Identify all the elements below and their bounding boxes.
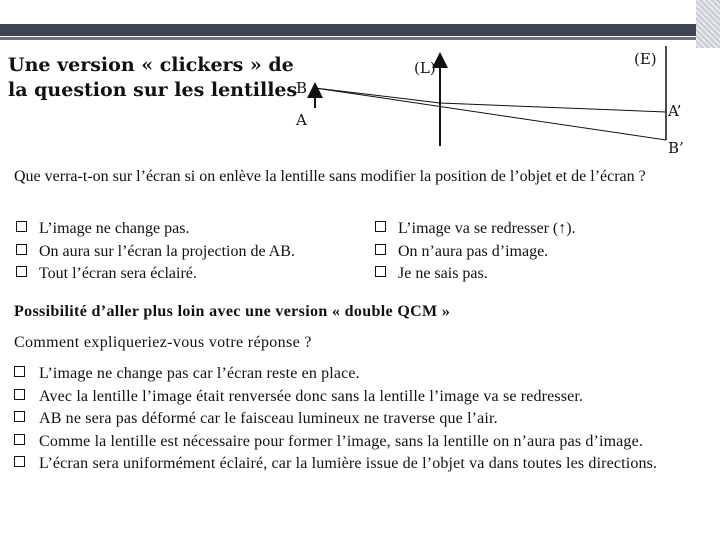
explanation-label: L’écran sera uniformément éclairé, car la lumière issue de l’objet va dans toutes les directions. — [39, 455, 658, 472]
choices-right — [375, 218, 576, 286]
explain-prompt: Comment expliqueriez-vous votre réponse ? — [14, 334, 312, 351]
explanation-label: Comme la lentille est nécessaire pour former l’image, sans la lentille on n’aura pas d’image. — [39, 432, 643, 450]
choice-label: On n’aura pas d’image. — [398, 242, 549, 260]
checkbox-icon[interactable] — [14, 366, 25, 377]
explanation-label: Avec la lentille l’image était renversée donc sans la lentille l’image va se redresser. — [39, 387, 584, 405]
choice-item[interactable] — [16, 241, 295, 264]
checkbox-icon[interactable] — [16, 266, 27, 277]
choice-label: On aura sur l’écran la projection de AB. — [39, 242, 295, 260]
checkbox-icon[interactable] — [375, 244, 386, 255]
explanation-item[interactable] — [14, 453, 704, 476]
checkbox-icon[interactable] — [14, 389, 25, 400]
explanation-label: L’image ne change pas car l’écran reste en place. — [39, 365, 360, 382]
explanation-item[interactable] — [14, 386, 704, 409]
checkbox-icon[interactable] — [14, 456, 25, 467]
label-lens: (L) — [414, 59, 436, 77]
label-A-prime: A’ — [668, 102, 682, 120]
explanation-choices — [14, 363, 704, 476]
checkbox-icon[interactable] — [16, 221, 27, 232]
choice-label: L’image va se redresser (↑). — [398, 220, 576, 237]
choice-item[interactable] — [375, 218, 576, 241]
choice-item[interactable] — [16, 263, 295, 286]
explanation-item[interactable] — [14, 431, 704, 454]
choice-item[interactable] — [16, 218, 295, 241]
checkbox-icon[interactable] — [14, 434, 25, 445]
choice-item[interactable] — [375, 241, 576, 264]
label-A: A — [296, 111, 307, 129]
choice-item[interactable] — [375, 263, 576, 286]
label-B-prime: B’ — [668, 139, 684, 157]
title-line-2: la question sur les lentilles — [8, 79, 298, 101]
checkbox-icon[interactable] — [375, 266, 386, 277]
section-heading: Possibilité d’aller plus loin avec une version « double QCM » — [14, 303, 451, 320]
ray-to-A-prime — [440, 103, 666, 112]
ray-to-lens — [315, 88, 440, 103]
ray-through-center — [315, 88, 666, 140]
explanation-item[interactable] — [14, 408, 704, 431]
title-line-1: Une version « clickers » de — [8, 54, 294, 76]
optics-diagram — [0, 0, 720, 170]
choices-left — [16, 218, 295, 286]
explanation-item[interactable] — [14, 363, 704, 386]
label-B: B — [296, 79, 308, 97]
checkbox-icon[interactable] — [375, 221, 386, 232]
explanation-label: AB ne sera pas déformé car le faisceau lumineux ne traverse que l’air. — [39, 410, 498, 427]
choice-label: Je ne sais pas. — [398, 265, 488, 282]
checkbox-icon[interactable] — [16, 244, 27, 255]
checkbox-icon[interactable] — [14, 411, 25, 422]
question-text: Que verra-t-on sur l’écran si on enlève la lentille sans modifier la position de l’objet et de l’écran ? — [14, 168, 646, 185]
choice-label: Tout l’écran sera éclairé. — [39, 265, 197, 282]
choice-label: L’image ne change pas. — [39, 220, 190, 237]
label-screen: (E) — [634, 50, 657, 68]
